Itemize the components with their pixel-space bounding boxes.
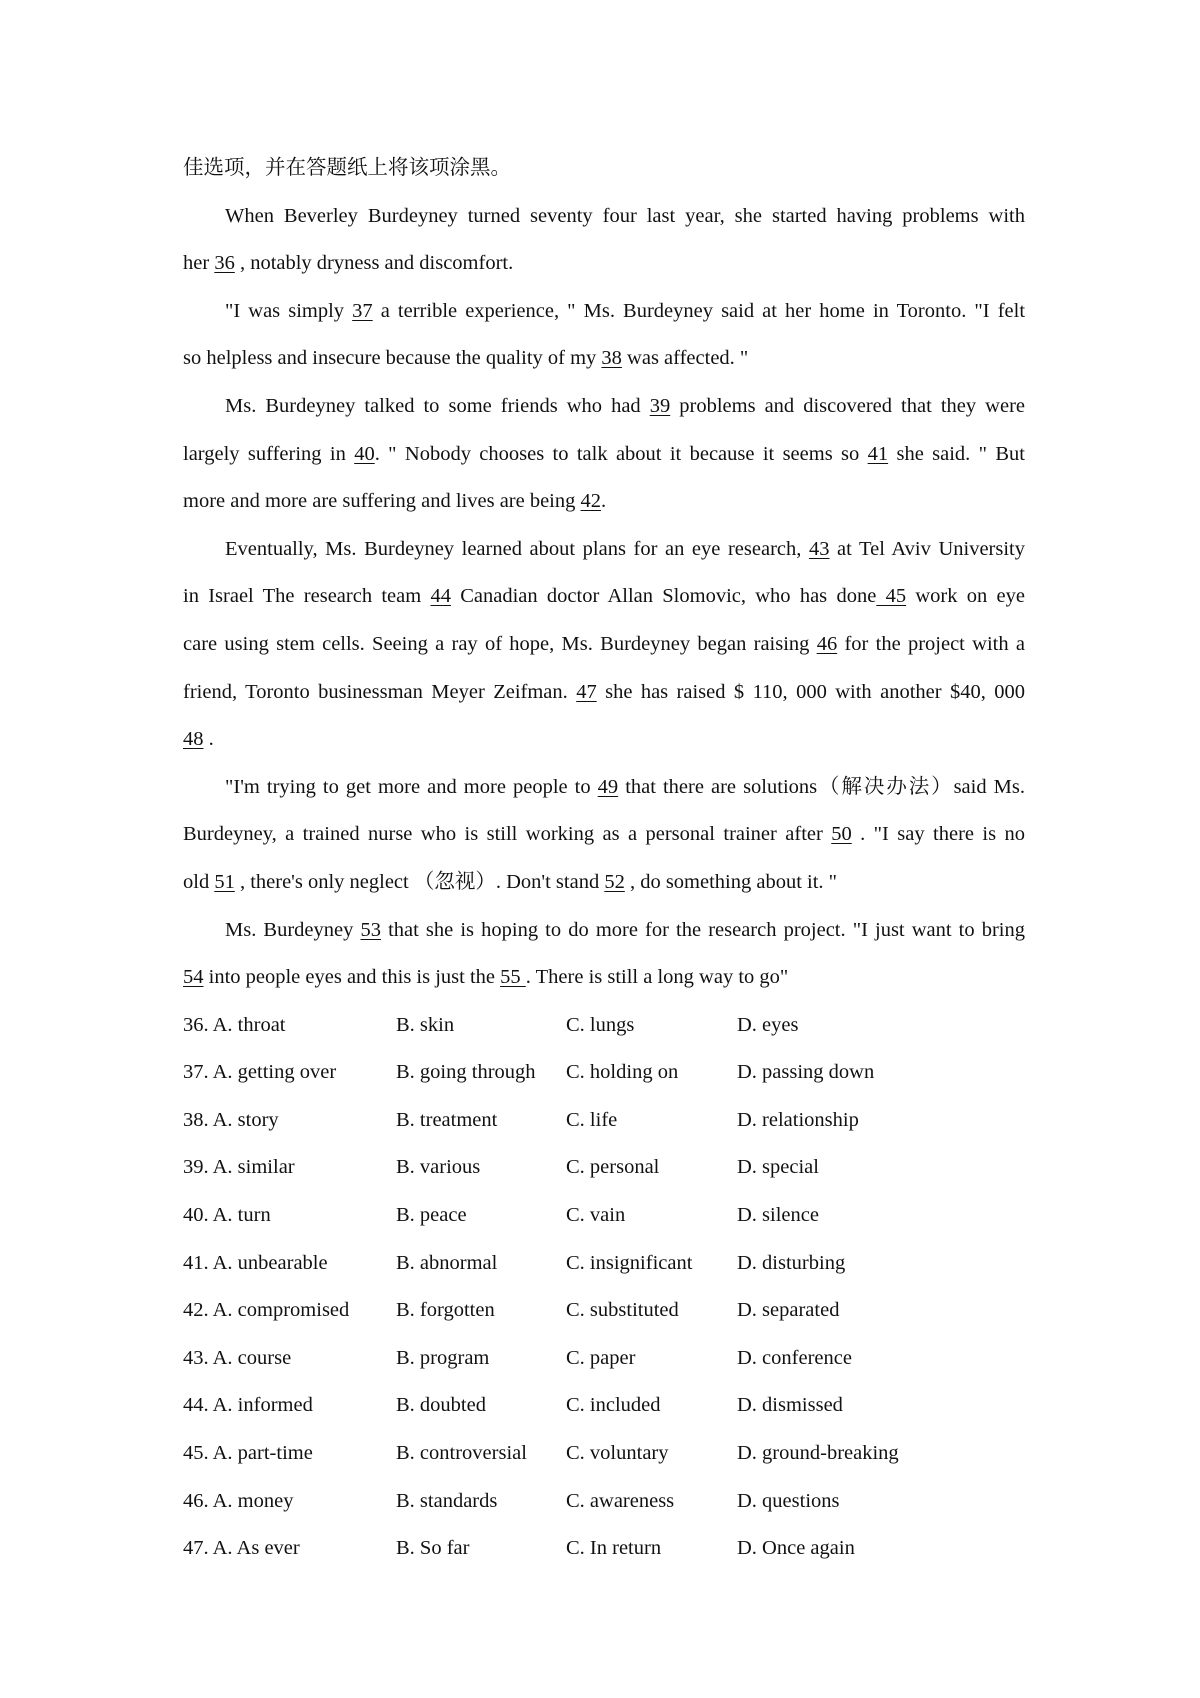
passage-text: Canadian doctor Allan Slomovic, who has done bbox=[450, 585, 877, 608]
blank-36: 36 bbox=[214, 252, 235, 275]
option-b: B. standards bbox=[396, 1489, 498, 1512]
option-d: D. conference bbox=[737, 1346, 852, 1369]
option-b: B. So far bbox=[396, 1537, 470, 1560]
passage-text: old bbox=[183, 870, 215, 893]
blank-38: 38 bbox=[601, 347, 622, 370]
blank-48: 48 bbox=[183, 728, 204, 751]
blank-44: 44 bbox=[430, 585, 451, 608]
blank-43: 43 bbox=[808, 537, 830, 560]
option-c: C. included bbox=[566, 1394, 661, 1417]
passage-line bbox=[183, 954, 1025, 1002]
option-b: B. peace bbox=[396, 1204, 467, 1227]
passage-paragraph bbox=[183, 288, 1025, 383]
option-c: C. insignificant bbox=[566, 1251, 693, 1274]
question-number: 43. bbox=[183, 1346, 209, 1369]
passage-paragraph bbox=[183, 526, 1025, 764]
passage-text: Ms. Burdeyney talked to some friends who had bbox=[225, 394, 650, 417]
blank-52: 52 bbox=[604, 870, 625, 893]
option-row bbox=[183, 1144, 1025, 1192]
option-row bbox=[183, 1382, 1025, 1430]
option-d: D. silence bbox=[737, 1204, 819, 1227]
option-c: C. vain bbox=[566, 1204, 626, 1227]
passage-line bbox=[183, 526, 1025, 574]
option-a-cell bbox=[183, 1002, 396, 1050]
passage-text: into people eyes and this is just the bbox=[203, 966, 501, 989]
passage-text: that she is hoping to do more for the research project. "I just want to bring bbox=[380, 918, 1025, 941]
option-d: D. relationship bbox=[737, 1108, 859, 1131]
blank-51: 51 bbox=[214, 870, 235, 893]
option-c: C. substituted bbox=[566, 1299, 679, 1322]
passage-text: she said. " But bbox=[888, 442, 1025, 465]
option-b: B. skin bbox=[396, 1013, 455, 1036]
passage-text: , notably dryness and discomfort. bbox=[234, 252, 514, 275]
blank-50: 50 bbox=[831, 823, 852, 846]
option-a-cell bbox=[183, 1240, 396, 1288]
passage-line bbox=[183, 573, 1025, 621]
option-a: A. getting over bbox=[212, 1061, 337, 1084]
blank-55: 55 bbox=[500, 966, 526, 989]
option-a: A. course bbox=[212, 1346, 292, 1369]
blank-40: 40 bbox=[354, 442, 375, 465]
passage-text: so helpless and insecure because the quality of my bbox=[183, 347, 602, 370]
passage-line bbox=[183, 621, 1025, 669]
passage-text: Ms. Burdeyney bbox=[225, 918, 361, 941]
passage-line bbox=[183, 383, 1025, 431]
blank-37: 37 bbox=[352, 299, 373, 322]
passage-line bbox=[183, 907, 1025, 955]
blank-41: 41 bbox=[867, 442, 889, 465]
blank-45: 45 bbox=[876, 585, 907, 608]
passage-text: friend, Toronto businessman Meyer Zeifman. bbox=[183, 680, 577, 703]
option-d: D. special bbox=[737, 1156, 819, 1179]
question-number: 45. bbox=[183, 1442, 209, 1465]
passage-text: a terrible experience, " Ms. Burdeyney said at her home in Toronto. "I felt bbox=[372, 299, 1026, 322]
option-a: A. money bbox=[212, 1489, 294, 1512]
option-d: D. questions bbox=[737, 1489, 840, 1512]
option-c: C. lungs bbox=[566, 1013, 635, 1036]
question-number: 47. bbox=[183, 1537, 209, 1560]
option-b: B. forgotten bbox=[396, 1299, 495, 1322]
passage-line bbox=[183, 193, 1025, 241]
passage-paragraph bbox=[183, 907, 1025, 1002]
passage-line bbox=[183, 478, 1025, 526]
option-a: A. throat bbox=[212, 1013, 286, 1036]
passage-text: "I'm trying to get more and more people to bbox=[225, 775, 598, 798]
passage-text: Eventually, Ms. Burdeyney learned about plans for an eye research, bbox=[225, 537, 809, 560]
passage-text: , there's only neglect （忽视）. Don't stand bbox=[234, 870, 605, 893]
passage-line bbox=[183, 859, 1025, 907]
passage-text: . bbox=[601, 490, 607, 513]
blank-46: 46 bbox=[816, 632, 838, 655]
option-a-cell bbox=[183, 1287, 396, 1335]
passage-text: "I was simply bbox=[225, 299, 353, 322]
passage-text: at Tel Aviv University bbox=[829, 537, 1025, 560]
option-a-cell bbox=[183, 1192, 396, 1240]
option-a: A. similar bbox=[212, 1156, 295, 1179]
passage-text: more and more are suffering and lives are being bbox=[183, 490, 581, 513]
option-d: D. Once again bbox=[737, 1537, 855, 1560]
option-a-cell bbox=[183, 1049, 396, 1097]
passage-text: her bbox=[183, 252, 215, 275]
option-c: C. voluntary bbox=[566, 1442, 669, 1465]
passage-line bbox=[183, 716, 1025, 764]
option-row bbox=[183, 1335, 1025, 1383]
option-d: D. dismissed bbox=[737, 1394, 843, 1417]
instruction-text: 佳选项，并在答题纸上将该项涂黑。 bbox=[183, 157, 511, 179]
option-row bbox=[183, 1430, 1025, 1478]
option-a-cell bbox=[183, 1097, 396, 1145]
option-b: B. abnormal bbox=[396, 1251, 498, 1274]
passage-line bbox=[183, 669, 1025, 717]
passage-text: for the project with a bbox=[837, 632, 1025, 655]
passage-text: . bbox=[203, 728, 214, 751]
passage-text: . " Nobody chooses to talk about it because it seems so bbox=[374, 442, 868, 465]
question-number: 46. bbox=[183, 1489, 209, 1512]
question-number: 36. bbox=[183, 1013, 209, 1036]
passage-text: . "I say there is no bbox=[851, 823, 1025, 846]
question-number: 44. bbox=[183, 1394, 209, 1417]
passage-text: When Beverley Burdeyney turned seventy four last year, she started having problems with bbox=[225, 204, 1025, 227]
passage-text: in Israel The research team bbox=[183, 585, 431, 608]
option-a-cell bbox=[183, 1335, 396, 1383]
option-a-cell bbox=[183, 1525, 396, 1573]
option-a: A. compromised bbox=[212, 1299, 350, 1322]
option-row bbox=[183, 1478, 1025, 1526]
option-row bbox=[183, 1287, 1025, 1335]
option-c: C. personal bbox=[566, 1156, 660, 1179]
option-a: A. story bbox=[212, 1108, 279, 1131]
blank-42: 42 bbox=[580, 490, 602, 513]
option-a: A. turn bbox=[212, 1204, 271, 1227]
passage-text: largely suffering in bbox=[183, 442, 355, 465]
passage-line bbox=[183, 811, 1025, 859]
passage-line bbox=[183, 240, 1025, 288]
passage-text: was affected. " bbox=[621, 347, 749, 370]
option-d: D. ground-breaking bbox=[737, 1442, 899, 1465]
option-b: B. treatment bbox=[396, 1108, 498, 1131]
passage-line bbox=[183, 288, 1025, 336]
question-number: 38. bbox=[183, 1108, 209, 1131]
passage-paragraph bbox=[183, 193, 1025, 288]
passage-line bbox=[183, 335, 1025, 383]
blank-47: 47 bbox=[576, 680, 597, 703]
question-number: 39. bbox=[183, 1156, 209, 1179]
option-b: B. doubted bbox=[396, 1394, 486, 1417]
passage-paragraph bbox=[183, 764, 1025, 907]
passage-text: care using stem cells. Seeing a ray of hope, Ms. Burdeyney began raising bbox=[183, 632, 817, 655]
passage-text: she has raised $ 110, 000 with another $40, 000 bbox=[596, 680, 1025, 703]
option-c: C. awareness bbox=[566, 1489, 675, 1512]
option-d: D. eyes bbox=[737, 1013, 799, 1036]
option-c: C. In return bbox=[566, 1537, 662, 1560]
passage-text: . There is still a long way to go" bbox=[525, 966, 789, 989]
question-number: 37. bbox=[183, 1061, 209, 1084]
option-row bbox=[183, 1525, 1025, 1573]
option-d: D. passing down bbox=[737, 1061, 875, 1084]
option-d: D. disturbing bbox=[737, 1251, 846, 1274]
option-b: B. various bbox=[396, 1156, 481, 1179]
option-a: A. unbearable bbox=[212, 1251, 328, 1274]
option-row bbox=[183, 1049, 1025, 1097]
option-a-cell bbox=[183, 1430, 396, 1478]
blank-54: 54 bbox=[183, 966, 204, 989]
passage-text: work on eye bbox=[906, 585, 1025, 608]
option-c: C. life bbox=[566, 1108, 618, 1131]
option-row bbox=[183, 1097, 1025, 1145]
option-a-cell bbox=[183, 1382, 396, 1430]
question-number: 41. bbox=[183, 1251, 209, 1274]
option-a: A. As ever bbox=[212, 1537, 300, 1560]
option-b: B. program bbox=[396, 1346, 490, 1369]
instruction-line bbox=[183, 145, 1025, 193]
page-content bbox=[183, 145, 1025, 1573]
passage-line bbox=[183, 431, 1025, 479]
option-a: A. part-time bbox=[212, 1442, 313, 1465]
options-list bbox=[183, 1002, 1025, 1573]
question-number: 42. bbox=[183, 1299, 209, 1322]
passage-text: that there are solutions（解决办法）said Ms. bbox=[618, 775, 1025, 798]
option-c: C. holding on bbox=[566, 1061, 679, 1084]
option-c: C. paper bbox=[566, 1346, 636, 1369]
blank-49: 49 bbox=[597, 775, 619, 798]
option-a: A. informed bbox=[212, 1394, 313, 1417]
option-d: D. separated bbox=[737, 1299, 840, 1322]
option-row bbox=[183, 1240, 1025, 1288]
passage-paragraph bbox=[183, 383, 1025, 526]
option-b: B. controversial bbox=[396, 1442, 527, 1465]
option-row bbox=[183, 1002, 1025, 1050]
passage-line bbox=[183, 764, 1025, 812]
option-row bbox=[183, 1192, 1025, 1240]
passage-text: , do something about it. " bbox=[624, 870, 838, 893]
question-number: 40. bbox=[183, 1204, 209, 1227]
option-a-cell bbox=[183, 1144, 396, 1192]
option-b: B. going through bbox=[396, 1061, 536, 1084]
option-a-cell bbox=[183, 1478, 396, 1526]
blank-39: 39 bbox=[649, 394, 671, 417]
passage-text: problems and discovered that they were bbox=[670, 394, 1025, 417]
passage-text: Burdeyney, a trained nurse who is still working as a personal trainer after bbox=[183, 823, 832, 846]
blank-53: 53 bbox=[360, 918, 381, 941]
